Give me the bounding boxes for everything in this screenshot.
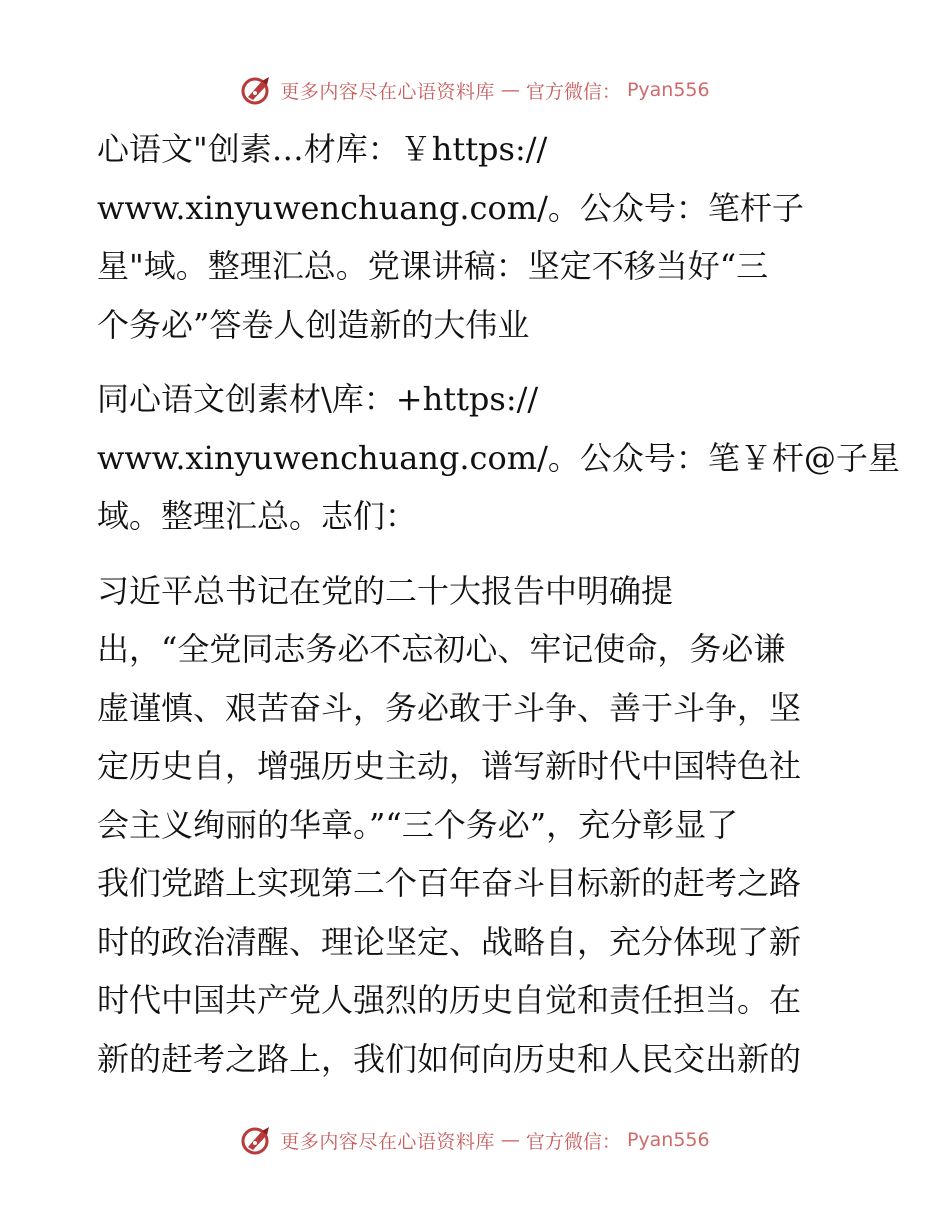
text-line: 我们党踏上实现第二个百年奋斗目标新的赶考之路 xyxy=(97,864,802,902)
header-wechat-label: 官方微信： xyxy=(525,80,621,103)
header-banner-separator: — xyxy=(500,79,520,101)
footer-wechat-label: 官方微信： xyxy=(525,1130,621,1153)
text-line: 出，“全党同志务必不忘初心、牢记使命，务必谦 xyxy=(97,630,786,668)
header-banner-text: 更多内容尽在心语资料库 xyxy=(280,80,495,103)
footer-banner-separator: — xyxy=(500,1129,520,1151)
text-line: www.xinyuwenchuang.com/。公众号：笔￥杆@子星 xyxy=(97,438,900,477)
text-line: 虚谨慎、艰苦奋斗，务必敢于斗争、善于斗争，坚 xyxy=(97,688,802,727)
header-banner xyxy=(0,70,950,110)
pen-nib-logo-icon xyxy=(240,1123,274,1157)
document-body xyxy=(97,120,900,1088)
pen-nib-logo-icon xyxy=(240,73,274,107)
text-line: 定历史自，增强历史主动，谱写新时代中国特色社 xyxy=(97,747,802,785)
text-line: 同心语文创素材\库：+https:// xyxy=(97,380,539,418)
text-line: 习近平总书记在党的二十大报告中明确提 xyxy=(97,571,674,610)
text-line: 时代中国共产党人强烈的历史自觉和责任担当。在 xyxy=(97,981,802,1019)
text-line: www.xinyuwenchuang.com/。公众号：笔杆子 xyxy=(97,188,804,227)
text-line: 星"域。整理汇总。党课讲稿：坚定不移当好“三 xyxy=(97,247,769,285)
footer-banner xyxy=(0,1120,950,1160)
paragraph-greeting xyxy=(97,370,900,546)
text-line: 时的政治清醒、理论坚定、战略自，充分体现了新 xyxy=(97,922,802,961)
header-wechat-id: Pyan556 xyxy=(626,79,710,101)
text-line: 新的赶考之路上，我们如何向历史和人民交出新的 xyxy=(97,1039,802,1078)
text-line: 个务必”答卷人创造新的大伟业 xyxy=(97,305,530,344)
paragraph-intro xyxy=(97,120,857,354)
footer-wechat-id: Pyan556 xyxy=(626,1129,710,1151)
footer-banner-content xyxy=(240,1123,709,1157)
footer-banner-text: 更多内容尽在心语资料库 xyxy=(280,1130,495,1153)
header-banner-content xyxy=(240,73,709,107)
text-line: 域。整理汇总。志们： xyxy=(97,497,418,535)
text-line: 心语文"创素…材库：￥https:// xyxy=(97,130,548,168)
text-line: 会主义绚丽的华章。”“三个务必”，充分彰显了 xyxy=(97,805,739,844)
paragraph-main xyxy=(97,562,857,1089)
